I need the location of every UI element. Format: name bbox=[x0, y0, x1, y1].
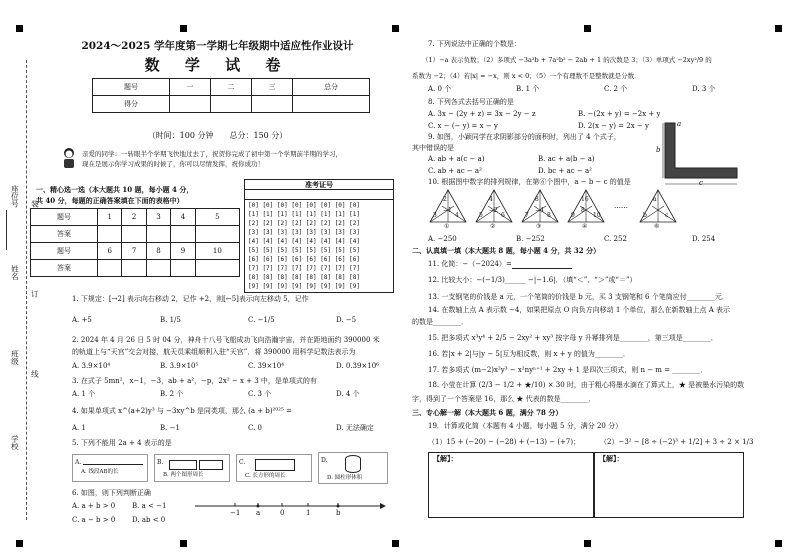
option[interactable]: C. a − b > 0 bbox=[72, 516, 116, 524]
subject-title: 数 学 试 卷 bbox=[144, 56, 291, 74]
number-line-label: a bbox=[256, 509, 261, 517]
score-input[interactable] bbox=[293, 96, 370, 113]
figure-caption: D. 圆柱形体积 bbox=[327, 475, 363, 481]
registration-mark bbox=[775, 540, 782, 547]
seat-label: 座位号 bbox=[10, 185, 20, 208]
question-11 bbox=[428, 260, 572, 269]
answer-input[interactable] bbox=[122, 226, 146, 243]
question-4: 4. 如果单项式 x^(a+2)y³ 与 −3xy^b 是同类项，那么 (a + b)²⁰²⁵ = bbox=[72, 407, 292, 415]
answer-table-cell: 题号 bbox=[31, 243, 98, 260]
triangle-number: 16 bbox=[581, 196, 589, 203]
question-7-options bbox=[428, 85, 780, 94]
question-5: 5. 下列不能用 2a + 4 表示的是 bbox=[72, 439, 172, 447]
triangle-number: 8 bbox=[547, 212, 551, 219]
question-12: 12. 比较大小：−(−1/3)______ −|−1.6|．（填“＜”、“＞”或“＝”） bbox=[428, 276, 637, 284]
answer-input[interactable] bbox=[97, 226, 121, 243]
score-input[interactable] bbox=[210, 96, 251, 113]
question-10-options bbox=[428, 235, 780, 244]
question-1: 1. 下规定：[→2] 表示向右移动 2，记作 +2，则[←5]表示向左移动 5，记作 bbox=[72, 295, 309, 303]
option[interactable]: D. −5 bbox=[336, 316, 357, 324]
answer-table-cell: 答案 bbox=[31, 226, 98, 243]
triangle-number: b bbox=[643, 212, 647, 219]
exam-card bbox=[244, 179, 394, 293]
triangle-number: 8 bbox=[581, 207, 585, 214]
question-11-text: 11. 化简：−（−2024）= bbox=[428, 260, 512, 268]
answer-table-cell: 6 bbox=[97, 243, 121, 260]
exam-card-bubble-row[interactable]: [2] [2] [2] [2] [2] [2] [2] [2] bbox=[248, 220, 360, 227]
question-6-options bbox=[72, 502, 166, 511]
answer-table-cell: 7 bbox=[122, 243, 146, 260]
exam-card-bubble-row[interactable]: [7] [7] [7] [7] [7] [7] [7] [7] bbox=[248, 265, 360, 272]
exam-card-input-row[interactable] bbox=[245, 190, 393, 200]
triangle-number: ④ bbox=[582, 223, 588, 230]
exam-card-bubble-row[interactable]: [1] [1] [1] [1] [1] [1] [1] [1] bbox=[248, 211, 360, 218]
number-line-label: 1 bbox=[306, 509, 311, 517]
answer-table-cell: 题号 bbox=[31, 209, 98, 226]
question-18: 18. 小莹在计算 (2/3 − 1/2 + ★/10) × 30 时，由于粗心将墨水滴在了算式上，★ 是被墨水污染的数 bbox=[428, 381, 745, 389]
triangle-number: 4 bbox=[489, 196, 493, 203]
figure-label: c bbox=[699, 179, 703, 187]
question-6: 6. 如图，则下列判断正确 bbox=[72, 489, 151, 497]
section2-heading: 二、认真填一填（本大题共 8 题，每小题 4 分，共 32 分） bbox=[412, 247, 601, 255]
triangle-number: −4 bbox=[535, 207, 544, 214]
question-9: 其中错误的是 bbox=[412, 144, 454, 152]
figure-b[interactable]: B. B. 两个图形周长 bbox=[154, 454, 230, 482]
answer-table-cell: 答案 bbox=[31, 260, 98, 277]
number-triangle bbox=[428, 188, 468, 232]
option[interactable]: C. ab + ac − a² bbox=[428, 167, 482, 175]
option[interactable]: D. 254 bbox=[692, 235, 716, 243]
question-14: 的数是________． bbox=[412, 318, 468, 326]
option[interactable]: A. 1 bbox=[72, 424, 86, 432]
answer-input[interactable] bbox=[171, 260, 195, 277]
score-cell: 题号 bbox=[93, 79, 170, 96]
triangle-pattern bbox=[428, 188, 668, 232]
triangle-number: 3 bbox=[433, 212, 437, 219]
answer-input[interactable] bbox=[171, 226, 195, 243]
score-cell: 一 bbox=[169, 79, 210, 96]
question-7-items: 系数为 −2；（4）若|x| = −x，则 x < 0；（5）一个有理数不是整数就是分数． bbox=[412, 72, 641, 80]
question-13: 13. 一支钢笔的价钱是 a 元，一个笔筒的价钱是 b 元，买 3 支钢笔和 6 个笔筒应付________元． bbox=[428, 293, 729, 301]
question-3-options bbox=[72, 390, 424, 399]
question-2: 2. 2024 年 4 月 26 日 5 时 04 分，神舟十八号飞船成功飞向浩瀚宇宙，并在距地面约 390000 米 bbox=[72, 336, 380, 344]
question-19-part1: （1）15 + (−20) − (−28) + (−13) − (+7)； bbox=[428, 438, 581, 446]
option[interactable]: C. 2 个 bbox=[604, 85, 628, 93]
option[interactable]: D. 4 个 bbox=[336, 390, 360, 398]
number-triangle bbox=[520, 188, 560, 232]
seat-field[interactable] bbox=[6, 210, 7, 250]
exam-card-bubbles[interactable] bbox=[245, 200, 393, 292]
score-input[interactable] bbox=[169, 96, 210, 113]
triangle-number: ⑥ bbox=[654, 223, 660, 230]
answer-table-cell: 2 bbox=[122, 209, 146, 226]
option[interactable]: A. 3x − (2y + z) = 3x − 2y − z bbox=[428, 110, 536, 118]
question-7: 7. 下列说法中正确的个数是： bbox=[428, 40, 521, 48]
answer-table-cell: 4 bbox=[171, 209, 195, 226]
intro-line: 现在是展示你学习成果的时候了，你可以尽情发挥，祝你成功！ bbox=[82, 160, 264, 168]
ellipsis-icon: …… bbox=[614, 202, 628, 210]
score-input[interactable] bbox=[252, 96, 293, 113]
question-6-options bbox=[72, 516, 165, 525]
triangle-number: 10 bbox=[593, 212, 601, 219]
answer-input[interactable] bbox=[195, 226, 239, 243]
option[interactable]: C. 3 个 bbox=[248, 390, 272, 398]
option[interactable]: C. 39×10⁴ bbox=[248, 362, 285, 370]
triangle-number: c bbox=[665, 212, 669, 219]
option[interactable]: B. −(2x + y) = −2x + y bbox=[578, 110, 661, 118]
figure-label: a bbox=[677, 120, 682, 128]
option[interactable]: A. +5 bbox=[72, 316, 92, 324]
triangle-number: 9 bbox=[571, 212, 575, 219]
question-17: 17. 若多项式 (m−2)x²y³ − x²nyⁿ⁺¹ + 2xy + 1 是四次三项式，则 n − m = ________． bbox=[428, 366, 708, 374]
triangle-number: ② bbox=[490, 223, 496, 230]
registration-mark bbox=[775, 25, 782, 32]
option[interactable]: B. 1 个 bbox=[516, 85, 540, 93]
score-table bbox=[92, 78, 370, 113]
question-9-options bbox=[428, 167, 592, 176]
number-line bbox=[190, 496, 390, 522]
option[interactable]: A. 1 个 bbox=[72, 390, 96, 398]
score-cell: 二 bbox=[210, 79, 251, 96]
question-8-options bbox=[428, 122, 649, 131]
answer-blank[interactable] bbox=[512, 261, 572, 269]
triangle-number: 6 bbox=[501, 212, 505, 219]
option[interactable]: D. 3 个 bbox=[692, 85, 716, 93]
figure-caption: C. 长方形的周长 bbox=[245, 473, 286, 479]
question-4-options bbox=[72, 424, 424, 433]
question-10: 10. 根据图中数字的排列规律，在第⑥个图中，a − b − c 的值是 bbox=[428, 178, 631, 186]
option[interactable]: D. 无法确定 bbox=[336, 424, 374, 432]
answer-table bbox=[30, 208, 240, 277]
question-8: 8. 下列各式去括号正确的是 bbox=[428, 98, 514, 106]
question-19-part2: （2）−3² − [8 ÷ (−2)³ + 1/2] + 3 ÷ 2 × 1/3 bbox=[600, 438, 754, 446]
question-9: 9. 如图，小颖同学在求阴影部分的面积时，列出了 4 个式子， bbox=[428, 133, 621, 141]
option[interactable]: A. a + b > 0 bbox=[72, 502, 116, 510]
answer-table-cell: 1 bbox=[97, 209, 121, 226]
triangle-number: ③ bbox=[536, 223, 542, 230]
section1-heading: 共 40 分，每题的正确答案填在下面的表格中） bbox=[36, 197, 184, 205]
l-shape-figure bbox=[655, 118, 745, 188]
number-line-label: 0 bbox=[280, 509, 285, 517]
option[interactable]: A. −250 bbox=[428, 235, 457, 243]
question-18: 字，得到了一个答案是 16，那么 ★ 代表的数是________． bbox=[412, 395, 596, 403]
exam-card-bubble-row[interactable]: [9] [9] [9] [9] [9] [9] [9] [9] bbox=[248, 283, 360, 290]
exam-card-title: 准考证号 bbox=[245, 180, 393, 190]
exam-card-bubble-row[interactable]: [3] [3] [3] [3] [3] [3] [3] [3] bbox=[248, 229, 360, 236]
exam-card-bubble-row[interactable]: [8] [8] [8] [8] [8] [8] [8] [8] bbox=[248, 274, 360, 281]
option[interactable]: C. 252 bbox=[604, 235, 627, 243]
question-19: 19．计算或化简（本题有 4 小题，每小题 5 分，满分 20 分） bbox=[428, 422, 623, 430]
number-line-label: b bbox=[336, 509, 341, 517]
question-3: 3. 在式子 5mn²，x−1，−3，ab + a²，−p，2x² − x + 3 中，是单项式的有 bbox=[72, 377, 317, 385]
option[interactable]: A. ab + a(c − a) bbox=[428, 155, 485, 163]
question-7-items: （1）−a 表示负数；（2）多项式 −3a²b + 7a²b² − 2ab + 1 的次数是 3；（3）单项式 −2xy²/9 的 bbox=[422, 56, 712, 64]
binding-dash-line bbox=[26, 60, 27, 520]
triangle-number: 2 bbox=[443, 196, 447, 203]
option[interactable]: A. 3.9×10⁴ bbox=[72, 362, 111, 370]
option[interactable]: A. 0 个 bbox=[428, 85, 452, 93]
answer-table-cell: 9 bbox=[171, 243, 195, 260]
left-page bbox=[36, 0, 395, 556]
figure-d[interactable]: D. D. 圆柱形体积 bbox=[318, 452, 388, 484]
option[interactable]: C. 0 bbox=[248, 424, 263, 432]
class-label: 班级 bbox=[10, 350, 20, 365]
option[interactable]: B. 3.9×10⁵ bbox=[160, 362, 199, 370]
question-16: 16. 若|x + 2|与|y − 5|互为相反数，则 x + y 的值为________． bbox=[428, 350, 630, 358]
exam-card-bubble-row[interactable]: [5] [5] [5] [5] [5] [5] [5] [5] bbox=[248, 247, 360, 254]
answer-input[interactable] bbox=[97, 260, 121, 277]
triangle-number: 8 bbox=[535, 196, 539, 203]
number-triangle bbox=[566, 188, 606, 232]
exam-title: 2024～2025 学年度第一学期七年级期中适应性作业设计 bbox=[81, 40, 354, 52]
question-15: 15. 把多项式 x³y⁴ + 2/5 − 2xy² + xy³ 按字母 y 升幂排列是________，第三项是________． bbox=[428, 334, 718, 342]
question-9-options bbox=[428, 155, 595, 164]
triangle-number: −1 bbox=[443, 207, 452, 214]
figure-c[interactable]: C. C. 长方形的周长 bbox=[236, 454, 312, 482]
option[interactable]: B. −252 bbox=[516, 235, 545, 243]
option[interactable]: C. −1/5 bbox=[248, 316, 275, 324]
number-triangle bbox=[638, 188, 678, 232]
school-label: 学校 bbox=[10, 435, 20, 450]
section1-heading: 一、精心选一选（本大题共 10 题，每小题 4 分， bbox=[36, 186, 194, 194]
time-info: （时间：100 分钟 总分：150 分） bbox=[147, 131, 288, 140]
question-1-options bbox=[72, 316, 424, 325]
answer-table-cell: 10 bbox=[195, 243, 239, 260]
triangle-number: 5 bbox=[479, 212, 483, 219]
option[interactable]: B. ac + a(b − a) bbox=[538, 155, 595, 163]
answer-box-1[interactable] bbox=[428, 452, 594, 518]
answer-input[interactable] bbox=[195, 260, 239, 277]
answer-label: 【解】： bbox=[599, 454, 624, 463]
option[interactable]: D. 2(x − y) = 2x − y bbox=[578, 122, 649, 130]
triangle-number: 7 bbox=[525, 212, 529, 219]
student-icon bbox=[60, 147, 78, 169]
exam-card-bubble-row[interactable]: [0] [0] [0] [0] [0] [0] [0] [0] bbox=[248, 202, 360, 209]
question-2-options bbox=[72, 362, 424, 371]
score-cell: 得分 bbox=[93, 96, 170, 113]
triangle-number: a bbox=[653, 196, 657, 203]
answer-input[interactable] bbox=[146, 260, 170, 277]
answer-box-2[interactable] bbox=[594, 452, 744, 518]
option[interactable]: D. bc + ac − a² bbox=[538, 167, 592, 175]
answer-label: 【解】： bbox=[433, 454, 458, 463]
intro-line: 亲爱的同学：一转眼半个学期飞快地过去了，祝贺你完成了初中第一个学期前半期的学习， bbox=[82, 150, 342, 158]
option[interactable]: D. 0.39×10⁶ bbox=[336, 362, 379, 370]
number-triangle bbox=[474, 188, 514, 232]
answer-table-cell: 8 bbox=[146, 243, 170, 260]
figure-a[interactable]: A. A. 线段AB的长 bbox=[72, 454, 148, 482]
seal-char: 线 bbox=[30, 370, 40, 378]
figure-caption: B. 两个图形周长 bbox=[163, 472, 204, 478]
question-2: 的轨道上与“天宫”交会对接，航天员乘组顺利入驻“天宫”．将 390000 用科学记数法表示为 bbox=[72, 348, 356, 356]
option[interactable]: B. a < −1 bbox=[132, 502, 167, 510]
triangle-number: ① bbox=[444, 223, 450, 230]
question-8-options bbox=[428, 110, 660, 119]
question-14: 14. 在数轴上点 A 表示数 −4，如果把原点 O 向负方向移动 1 个单位，那么在新数轴上点 A 表示 bbox=[428, 306, 731, 314]
answer-input[interactable] bbox=[122, 260, 146, 277]
triangle-number: 4 bbox=[455, 212, 459, 219]
score-cell: 总分 bbox=[293, 79, 370, 96]
section3-heading: 三、专心解一解（本大题共 6 题，满分 78 分） bbox=[412, 409, 563, 417]
exam-card-bubble-row[interactable]: [6] [6] [6] [6] [6] [6] [6] [6] bbox=[248, 256, 360, 263]
figure-label: b bbox=[656, 146, 661, 154]
answer-table-cell: 3 bbox=[146, 209, 170, 226]
option[interactable]: D. ab < 0 bbox=[132, 516, 166, 524]
answer-input[interactable] bbox=[146, 226, 170, 243]
exam-card-bubble-row[interactable]: [4] [4] [4] [4] [4] [4] [4] [4] bbox=[248, 238, 360, 245]
name-label: 姓名 bbox=[10, 265, 20, 280]
number-line-label: −1 bbox=[230, 509, 241, 517]
option[interactable]: B. −1 bbox=[160, 424, 180, 432]
seal-char: 装 bbox=[30, 200, 40, 208]
right-page bbox=[400, 0, 754, 556]
question-5-figures bbox=[72, 452, 392, 486]
binding-strip bbox=[0, 0, 40, 556]
option[interactable]: B. 2 个 bbox=[160, 390, 184, 398]
option[interactable]: C. x − (− y) = x − y bbox=[428, 122, 498, 130]
answer-table-cell: 5 bbox=[195, 209, 239, 226]
figure-caption: A. 线段AB的长 bbox=[81, 469, 119, 475]
seal-char: 订 bbox=[30, 290, 40, 298]
score-cell: 三 bbox=[252, 79, 293, 96]
triangle-number: −2 bbox=[489, 207, 498, 214]
option[interactable]: B. 1/5 bbox=[160, 316, 181, 324]
